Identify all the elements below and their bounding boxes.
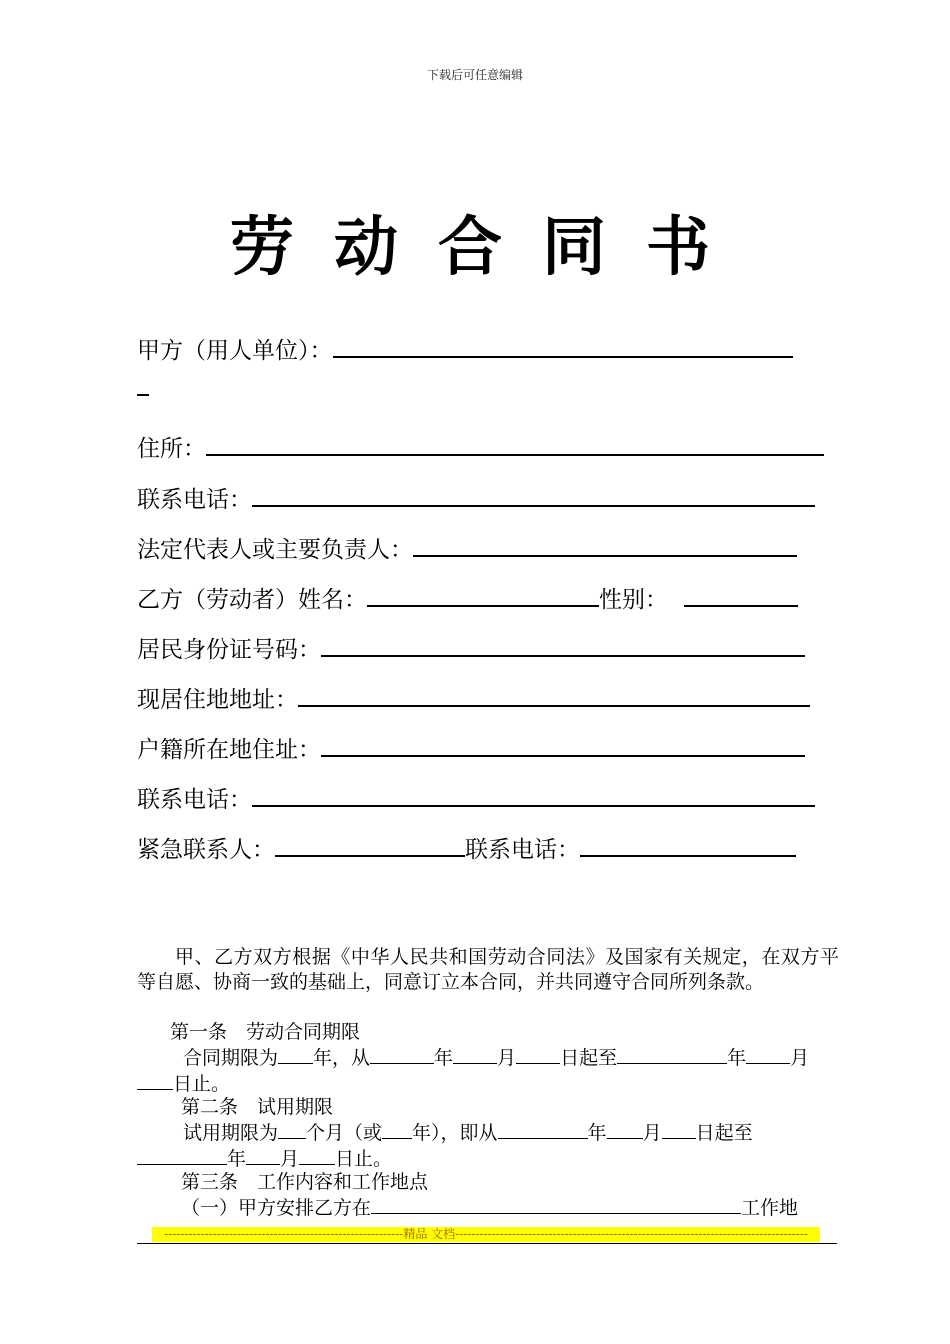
emergency-phone-label: 联系电话： <box>465 837 580 863</box>
party-a-row <box>137 332 793 365</box>
legal-rep-row <box>137 531 797 564</box>
id-number-label: 居民身份证号码： <box>137 637 321 663</box>
emergency-row <box>137 831 796 864</box>
address-blank[interactable] <box>206 432 824 456</box>
household-address-label: 户籍所在地住址： <box>137 737 321 763</box>
document-title: 劳动合同书 <box>230 211 750 285</box>
article1-text: 合同期限为 年，从 年 月 日起至 年 月日止。 <box>137 1045 839 1097</box>
gender-blank[interactable] <box>684 583 798 607</box>
phone-b-blank[interactable] <box>252 783 815 807</box>
intro-paragraph: 甲、乙方双方根据《中华人民共和国劳动合同法》及国家有关规定，在双方平等自愿、协商一致的基础上，同意订立本合同，并共同遵守合同所列条款。 <box>137 946 839 993</box>
phone-a-label: 联系电话： <box>137 487 252 513</box>
current-address-label: 现居住地地址： <box>137 687 298 713</box>
current-address-blank[interactable] <box>298 683 810 707</box>
id-number-blank[interactable] <box>321 633 805 657</box>
phone-b-row <box>137 781 815 814</box>
article3-text: （一）甲方安排乙方在 工作地 <box>181 1197 799 1219</box>
party-b-name-label: 乙方（劳动者）姓名： <box>137 587 367 613</box>
legal-rep-blank[interactable] <box>413 533 797 557</box>
article3-title: 第三条 工作内容和工作地点 <box>181 1171 429 1193</box>
gender-label: 性别： <box>599 587 668 613</box>
legal-rep-label: 法定代表人或主要负责人： <box>137 537 413 563</box>
household-address-row <box>137 731 805 764</box>
phone-a-row <box>137 481 815 514</box>
article2-title: 第二条 试用期限 <box>181 1096 334 1118</box>
party-a-blank[interactable] <box>333 334 793 358</box>
footer-label: 精品 文档 <box>403 1227 456 1241</box>
party-b-name-blank[interactable] <box>367 583 599 607</box>
party-a-label: 甲方（用人单位）： <box>137 338 333 364</box>
footer-rule <box>137 1243 837 1244</box>
article1-title: 第一条 劳动合同期限 <box>170 1021 361 1043</box>
current-address-row <box>137 681 810 714</box>
party-b-row <box>137 581 798 614</box>
address-label: 住所： <box>137 436 206 462</box>
article2-text: 试用期限为 个月（或 年），即从 年 月 日起至年 月 日止。 <box>137 1120 839 1172</box>
address-row <box>137 430 824 463</box>
footer-band: -----------------------------------------------------------精品 文档--------------------------------------------------------------------------------------- <box>152 1227 820 1242</box>
header-note: 下载后可任意编辑 <box>426 68 523 82</box>
emergency-contact-label: 紧急联系人： <box>137 837 275 863</box>
emergency-contact-blank[interactable] <box>275 833 465 857</box>
phone-b-label: 联系电话： <box>137 787 252 813</box>
stray-underscore <box>137 394 149 396</box>
emergency-phone-blank[interactable] <box>580 833 796 857</box>
id-number-row <box>137 631 805 664</box>
household-address-blank[interactable] <box>321 733 805 757</box>
phone-a-blank[interactable] <box>252 483 815 507</box>
